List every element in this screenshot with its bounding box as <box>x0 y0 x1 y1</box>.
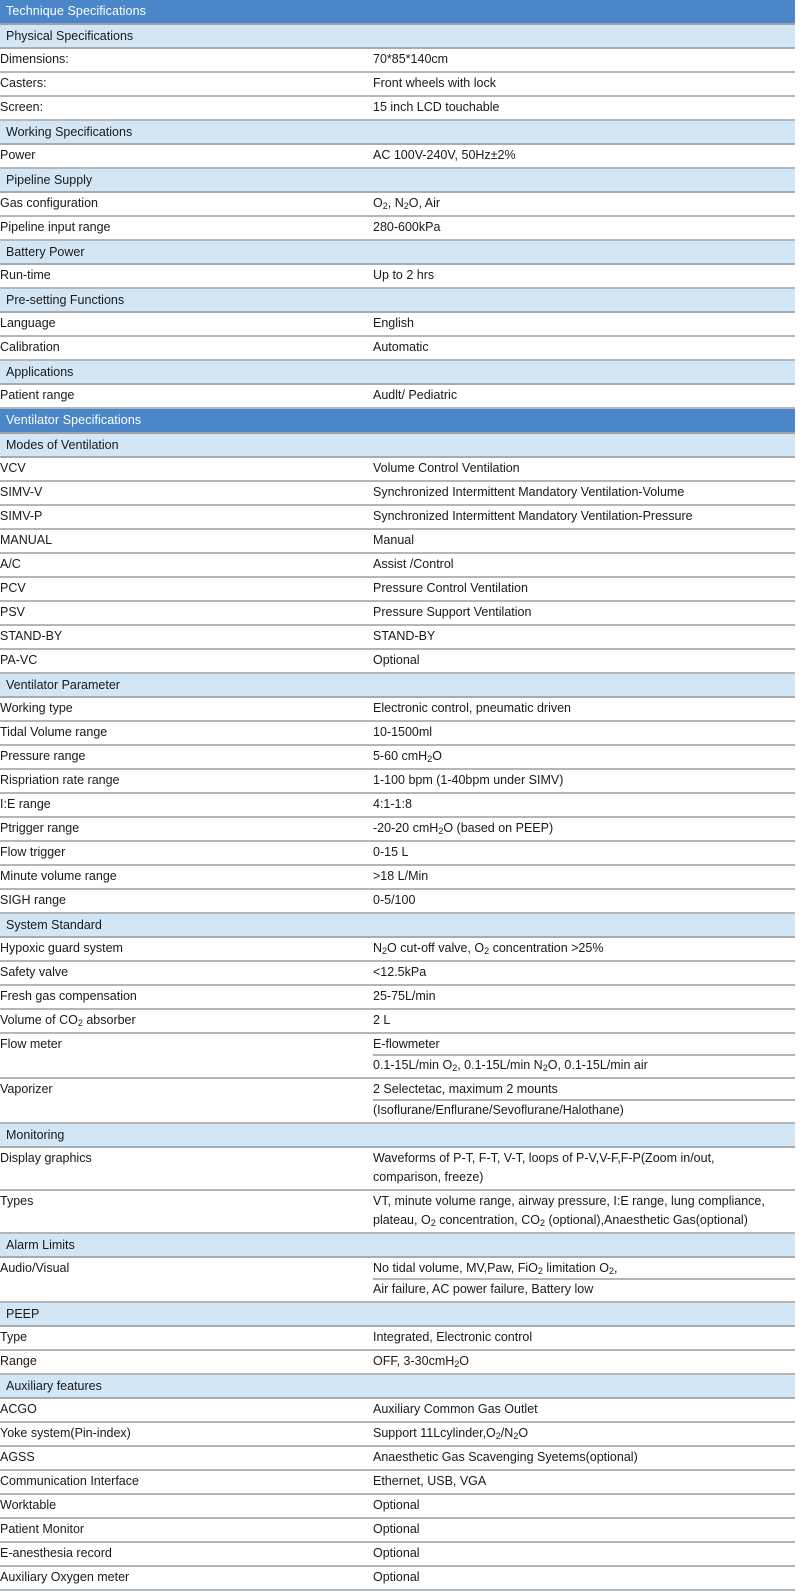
row-value-line: 2 Selectetac, maximum 2 mounts <box>373 1082 558 1096</box>
row-value: Ethernet, USB, VGA <box>373 1470 795 1494</box>
table-row <box>0 841 795 865</box>
table-row <box>0 1494 795 1518</box>
table-row <box>0 336 795 360</box>
group-header-label: Ventilator Parameter <box>0 673 795 697</box>
group-header-label: PEEP <box>0 1302 795 1326</box>
row-label: Power <box>0 144 373 168</box>
row-label: SIGH range <box>0 889 373 913</box>
row-label: Run-time <box>0 264 373 288</box>
group-header-pipeline-supply <box>0 168 795 192</box>
table-row <box>0 1422 795 1446</box>
table-row <box>0 312 795 336</box>
row-value: 10-1500ml <box>373 721 795 745</box>
table-row <box>0 769 795 793</box>
row-label: A/C <box>0 553 373 577</box>
row-value: $N_2O$ cut-off valve, $O_2$ concentration >25% <box>373 937 795 961</box>
row-value <box>373 1033 795 1078</box>
table-row <box>0 985 795 1009</box>
table-row <box>0 601 795 625</box>
row-value-line: (Isoflurane/Enflurane/Sevoflurane/Halothane) <box>373 1099 795 1120</box>
table-row <box>0 625 795 649</box>
row-label: STAND-BY <box>0 625 373 649</box>
row-label: SIMV-V <box>0 481 373 505</box>
row-label: Vaporizer <box>0 1078 373 1123</box>
row-label: Range <box>0 1350 373 1374</box>
row-value: >18 L/Min <box>373 865 795 889</box>
row-value: 15 inch LCD touchable <box>373 96 795 120</box>
row-value: Audlt/ Pediatric <box>373 384 795 408</box>
row-label: PCV <box>0 577 373 601</box>
row-label: Ptrigger range <box>0 817 373 841</box>
table-row <box>0 553 795 577</box>
table-row <box>0 865 795 889</box>
table-row <box>0 144 795 168</box>
table-row <box>0 48 795 72</box>
table-row <box>0 889 795 913</box>
row-value-line: Air failure, AC power failure, Battery low <box>373 1278 795 1299</box>
group-header-system-standard <box>0 913 795 937</box>
table-row <box>0 1566 795 1590</box>
table-row <box>0 1190 795 1233</box>
row-label: Flow meter <box>0 1033 373 1078</box>
row-label: PSV <box>0 601 373 625</box>
row-value: 4:1-1:8 <box>373 793 795 817</box>
row-label: Fresh gas compensation <box>0 985 373 1009</box>
row-value: 5-60 cmH$_2$O <box>373 745 795 769</box>
row-label: Worktable <box>0 1494 373 1518</box>
row-label: Minute volume range <box>0 865 373 889</box>
row-value: Integrated, Electronic control <box>373 1326 795 1350</box>
row-value: 0-15 L <box>373 841 795 865</box>
table-row <box>0 1009 795 1033</box>
group-header-label: Pipeline Supply <box>0 168 795 192</box>
row-value: Anaesthetic Gas Scavenging Syetems(optional) <box>373 1446 795 1470</box>
row-value: <12.5kPa <box>373 961 795 985</box>
table-row <box>0 1147 795 1190</box>
row-value-line: Waveforms of P-T, F-T, V-T, loops of P-V,V-F,F-P(Zoom in/out, <box>373 1151 715 1165</box>
table-row <box>0 793 795 817</box>
group-header-presetting <box>0 288 795 312</box>
table-row <box>0 1470 795 1494</box>
row-value: English <box>373 312 795 336</box>
row-label: Casters: <box>0 72 373 96</box>
row-label: Communication Interface <box>0 1470 373 1494</box>
row-label: Volume of $CO_2$ absorber <box>0 1009 373 1033</box>
row-value: STAND-BY <box>373 625 795 649</box>
table-row <box>0 192 795 216</box>
group-header-peep <box>0 1302 795 1326</box>
section-header-technique-specifications <box>0 0 795 24</box>
table-row <box>0 264 795 288</box>
row-value: Synchronized Intermittent Mandatory Ventilation-Pressure <box>373 505 795 529</box>
group-header-label: Auxiliary features <box>0 1374 795 1398</box>
row-value: Electronic control, pneumatic driven <box>373 697 795 721</box>
table-row <box>0 529 795 553</box>
group-header-battery-power <box>0 240 795 264</box>
row-label: Yoke system(Pin-index) <box>0 1422 373 1446</box>
row-value-line: comparison, freeze) <box>373 1170 484 1184</box>
row-value: 70*85*140cm <box>373 48 795 72</box>
table-row <box>0 721 795 745</box>
group-header-label: Physical Specifications <box>0 24 795 48</box>
table-row <box>0 1542 795 1566</box>
row-label: Type <box>0 1326 373 1350</box>
row-value: 2 L <box>373 1009 795 1033</box>
row-value: AC 100V-240V, 50Hz±2% <box>373 144 795 168</box>
group-header-label: Pre-setting Functions <box>0 288 795 312</box>
row-value: $O_2$, $N_2O$, Air <box>373 192 795 216</box>
row-label: Patient Monitor <box>0 1518 373 1542</box>
row-label: VCV <box>0 457 373 481</box>
group-header-label: Monitoring <box>0 1123 795 1147</box>
section-header-ventilator-specifications <box>0 408 795 433</box>
section-header-label: Ventilator Specifications <box>0 408 795 433</box>
row-value: Optional <box>373 1542 795 1566</box>
group-header-monitoring <box>0 1123 795 1147</box>
table-row <box>0 96 795 120</box>
row-value: OFF, 3-30cmH$_2$O <box>373 1350 795 1374</box>
row-value-line: plateau, $O_2$ concentration, $CO_2$ (optional),Anaesthetic Gas(optional) <box>373 1213 748 1228</box>
row-value: Optional <box>373 1518 795 1542</box>
row-value <box>373 1078 795 1123</box>
group-header-label: Modes of Ventilation <box>0 433 795 457</box>
row-value: Pressure Support Ventilation <box>373 601 795 625</box>
row-value: Synchronized Intermittent Mandatory Ventilation-Volume <box>373 481 795 505</box>
group-header-auxiliary-features <box>0 1374 795 1398</box>
row-value: Optional <box>373 649 795 673</box>
row-value: -20-20 cmH$_2$O (based on PEEP) <box>373 817 795 841</box>
group-header-alarm-limits <box>0 1233 795 1257</box>
group-header-working <box>0 120 795 144</box>
row-value-line: 0.1-15L/min $O_2$, 0.1-15L/min $N_2O$, 0.1-15L/min air <box>373 1054 795 1075</box>
table-row <box>0 72 795 96</box>
row-value: Support $11Lcylinder,O_2/N_2O$ <box>373 1422 795 1446</box>
row-value: Auxiliary Common Gas Outlet <box>373 1398 795 1422</box>
row-label: Language <box>0 312 373 336</box>
table-row <box>0 745 795 769</box>
row-value: Assist /Control <box>373 553 795 577</box>
row-value: Volume Control Ventilation <box>373 457 795 481</box>
section-header-label: Technique Specifications <box>0 0 795 24</box>
row-value: 1-100 bpm (1-40bpm under SIMV) <box>373 769 795 793</box>
table-row <box>0 1350 795 1374</box>
row-value-line: E-flowmeter <box>373 1037 440 1051</box>
row-label: Gas configuration <box>0 192 373 216</box>
row-value: Optional <box>373 1494 795 1518</box>
table-row <box>0 1033 795 1078</box>
row-label: Auxiliary Oxygen meter <box>0 1566 373 1590</box>
table-row <box>0 505 795 529</box>
row-label: Safety valve <box>0 961 373 985</box>
row-label: Working type <box>0 697 373 721</box>
table-row <box>0 817 795 841</box>
row-label: Calibration <box>0 336 373 360</box>
row-label: Screen: <box>0 96 373 120</box>
table-row <box>0 1398 795 1422</box>
table-row <box>0 1326 795 1350</box>
row-value-line: No tidal volume, MV,Paw, FiO$_2$ limitation $O_2$, <box>373 1261 618 1276</box>
group-header-applications <box>0 360 795 384</box>
group-header-modes-of-ventilation <box>0 433 795 457</box>
row-label: PA-VC <box>0 649 373 673</box>
row-label: Rispriation rate range <box>0 769 373 793</box>
table-row <box>0 1446 795 1470</box>
row-label: Audio/Visual <box>0 1257 373 1302</box>
row-label: Patient range <box>0 384 373 408</box>
group-header-label: Working Specifications <box>0 120 795 144</box>
group-header-physical <box>0 24 795 48</box>
group-header-label: Applications <box>0 360 795 384</box>
row-value: 25-75L/min <box>373 985 795 1009</box>
row-value <box>373 1147 795 1190</box>
row-value: Manual <box>373 529 795 553</box>
row-label: AGSS <box>0 1446 373 1470</box>
row-label: E-anesthesia record <box>0 1542 373 1566</box>
row-label: Types <box>0 1190 373 1233</box>
group-header-ventilator-parameter <box>0 673 795 697</box>
row-label: SIMV-P <box>0 505 373 529</box>
row-label: Display graphics <box>0 1147 373 1190</box>
row-value <box>373 1257 795 1302</box>
row-value: 0-5/100 <box>373 889 795 913</box>
table-row <box>0 697 795 721</box>
table-row <box>0 577 795 601</box>
group-header-label: Battery Power <box>0 240 795 264</box>
row-value: Pressure Control Ventilation <box>373 577 795 601</box>
table-row <box>0 457 795 481</box>
table-row <box>0 961 795 985</box>
row-value <box>373 1190 795 1233</box>
table-row <box>0 649 795 673</box>
table-row <box>0 1518 795 1542</box>
row-label: Hypoxic guard system <box>0 937 373 961</box>
row-label: ACGO <box>0 1398 373 1422</box>
table-row <box>0 1078 795 1123</box>
table-row <box>0 937 795 961</box>
table-row <box>0 384 795 408</box>
row-value: Optional <box>373 1566 795 1590</box>
row-value: Up to 2 hrs <box>373 264 795 288</box>
row-label: Pipeline input range <box>0 216 373 240</box>
row-label: Flow trigger <box>0 841 373 865</box>
group-header-label: System Standard <box>0 913 795 937</box>
group-header-label: Alarm Limits <box>0 1233 795 1257</box>
table-row <box>0 216 795 240</box>
row-value: Front wheels with lock <box>373 72 795 96</box>
row-label: Pressure range <box>0 745 373 769</box>
row-label: I:E range <box>0 793 373 817</box>
row-value: 280-600kPa <box>373 216 795 240</box>
table-row <box>0 1257 795 1302</box>
row-label: Tidal Volume range <box>0 721 373 745</box>
row-value-line: VT, minute volume range, airway pressure, I:E range, lung compliance, <box>373 1194 765 1208</box>
row-value: Automatic <box>373 336 795 360</box>
row-label: Dimensions: <box>0 48 373 72</box>
row-label: MANUAL <box>0 529 373 553</box>
table-row <box>0 481 795 505</box>
